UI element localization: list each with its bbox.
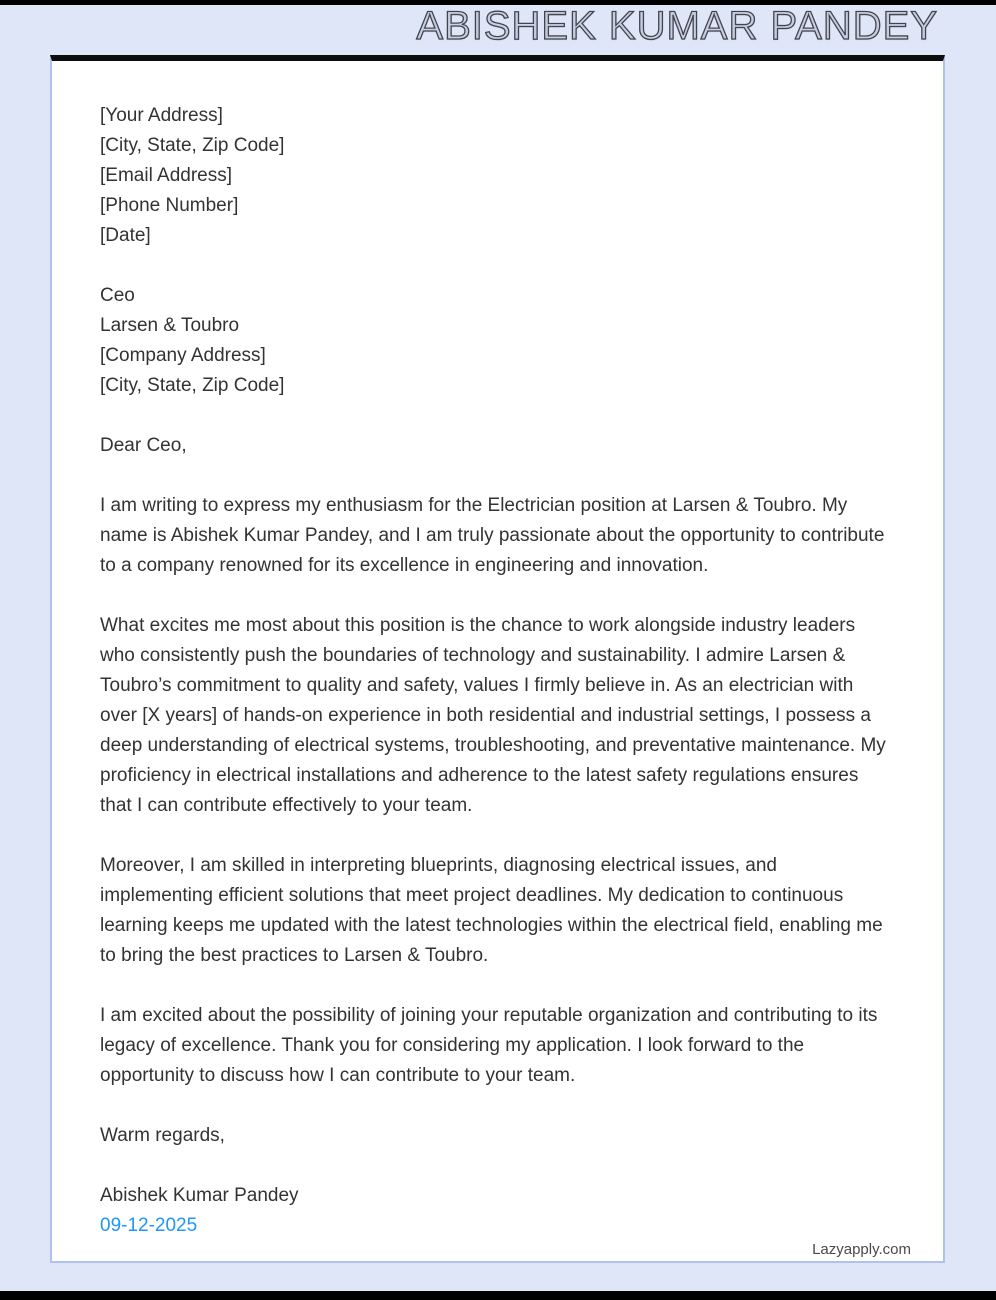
letter-body-paragraphs	[100, 491, 895, 1091]
recipient-address-line: Larsen & Toubro	[100, 315, 240, 336]
letter-paragraph: Moreover, I am skilled in interpreting blueprints, diagnosing electrical issues, and implementing efficient solutions that meet project deadlines. My dedication to continuous learning keeps me updated with the latest technologies within the electrical field, enabling me to bring the best practices to Larsen & Toubro.	[100, 855, 883, 966]
cover-letter-document	[50, 55, 945, 1263]
recipient-address-line: Ceo	[100, 285, 135, 306]
bottom-accent-bar	[0, 1291, 996, 1300]
sender-address-line: [Your Address]	[100, 105, 223, 126]
recipient-address-block	[100, 281, 895, 401]
recipient-address-line: [City, State, Zip Code]	[100, 375, 285, 396]
letter-date: 09-12-2025	[100, 1215, 198, 1236]
signature-name: Abishek Kumar Pandey	[100, 1185, 299, 1206]
salutation: Dear Ceo,	[100, 435, 187, 456]
letter-paragraph: I am excited about the possibility of joining your reputable organization and contributing to its legacy of excellence. Thank you for considering my application. I look forward to the opportunity to discuss how I can contribute to your team.	[100, 1005, 878, 1086]
page-title-candidate-name: ABISHEK KUMAR PANDEY	[416, 4, 938, 48]
sender-address-line: [City, State, Zip Code]	[100, 135, 285, 156]
sender-address-line: [Email Address]	[100, 165, 232, 186]
sender-address-line: [Date]	[100, 225, 151, 246]
letter-paragraph: What excites me most about this position is the chance to work alongside industry leaders who consistently push the boundaries of technology and sustainability. I admire Larsen & Toubro’s commitment to quality and safety, values I firmly believe in. As an electrician with over [X years] of hands-on experience in both residential and industrial settings, I possess a deep understanding of electrical systems, troubleshooting, and preventative maintenance. My proficiency in electrical installations and adherence to the latest safety regulations ensures that I can contribute effectively to your team.	[100, 615, 886, 816]
sender-address-line: [Phone Number]	[100, 195, 239, 216]
letter-paragraph: I am writing to express my enthusiasm for the Electrician position at Larsen & Toubro. My name is Abishek Kumar Pandey, and I am truly passionate about the opportunity to contribute to a company renowned for its excellence in engineering and innovation.	[100, 495, 885, 576]
sender-address-block	[100, 101, 895, 251]
recipient-address-line: [Company Address]	[100, 345, 266, 366]
watermark-lazyapply: Lazyapply.com	[812, 1241, 911, 1258]
closing-line: Warm regards,	[100, 1125, 225, 1146]
